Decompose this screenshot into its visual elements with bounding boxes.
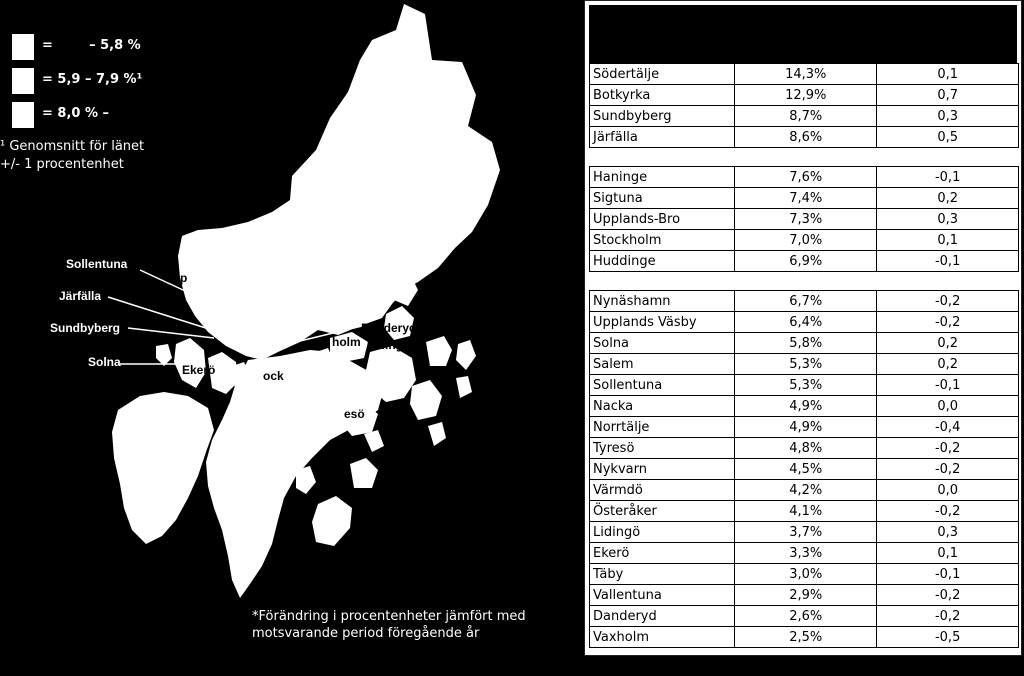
map-region-west xyxy=(112,392,214,544)
municipality-name-cell: Lidingö xyxy=(590,522,735,543)
municipality-name-cell: Salem xyxy=(590,354,735,375)
table-row xyxy=(590,585,1019,606)
rate-cell: 4,9% xyxy=(735,396,877,417)
table-row xyxy=(590,188,1019,209)
rate-cell: 6,4% xyxy=(735,312,877,333)
group-separator xyxy=(590,148,1019,167)
rate-cell: 4,2% xyxy=(735,480,877,501)
rate-cell: 6,9% xyxy=(735,251,877,272)
table-row xyxy=(590,438,1019,459)
table-row xyxy=(590,522,1019,543)
municipality-name-cell: Österåker xyxy=(590,501,735,522)
rate-cell: 14,3% xyxy=(735,64,877,85)
change-cell: 0,3 xyxy=(877,209,1019,230)
map-island xyxy=(456,376,472,398)
municipality-name-cell: Vaxholm xyxy=(590,627,735,648)
table-row xyxy=(590,230,1019,251)
rate-cell: 12,9% xyxy=(735,85,877,106)
map-island xyxy=(426,336,452,366)
table-row xyxy=(590,333,1019,354)
legend-label: = 8,0 % – xyxy=(42,106,110,121)
map-label-vaxholm-partial: holm xyxy=(332,335,361,349)
change-cell: -0,2 xyxy=(877,291,1019,312)
map-label-stockholm-partial: ock xyxy=(263,369,284,383)
change-cell: -0,2 xyxy=(877,501,1019,522)
change-cell: -0,1 xyxy=(877,251,1019,272)
map-island xyxy=(410,380,442,420)
legend-label: = 5,9 – 7,9 %¹ xyxy=(42,72,143,87)
change-cell: 0,3 xyxy=(877,522,1019,543)
map-island xyxy=(350,458,378,488)
change-cell: 0,3 xyxy=(877,106,1019,127)
municipality-name-cell: Norrtälje xyxy=(590,417,735,438)
rate-cell: 7,0% xyxy=(735,230,877,251)
map-label-upplands-partial: Upp xyxy=(164,271,188,285)
table-row xyxy=(590,606,1019,627)
table-row xyxy=(590,543,1019,564)
table-row xyxy=(590,480,1019,501)
change-cell: -0,2 xyxy=(877,312,1019,333)
table-row xyxy=(590,64,1019,85)
table-row xyxy=(590,396,1019,417)
legend-swatch xyxy=(12,102,34,128)
municipality-name-cell: Nacka xyxy=(590,396,735,417)
rate-cell: 2,6% xyxy=(735,606,877,627)
municipality-name-cell: Stockholm xyxy=(590,230,735,251)
rate-cell: 2,5% xyxy=(735,627,877,648)
change-cell: 0,2 xyxy=(877,188,1019,209)
rate-cell: 8,7% xyxy=(735,106,877,127)
rate-cell: 6,7% xyxy=(735,291,877,312)
change-cell: -0,2 xyxy=(877,606,1019,627)
map-label-tyreso-partial: esö xyxy=(344,407,365,421)
municipality-name-cell: Nykvarn xyxy=(590,459,735,480)
legend-label: = – 5,8 % xyxy=(42,38,141,53)
rate-cell: 3,7% xyxy=(735,522,877,543)
table-row xyxy=(590,501,1019,522)
map-label-sollentuna: Sollentuna xyxy=(66,257,128,271)
municipality-name-cell: Södertälje xyxy=(590,64,735,85)
rate-cell: 3,3% xyxy=(735,543,877,564)
rate-cell: 4,5% xyxy=(735,459,877,480)
municipality-name-cell: Vallentuna xyxy=(590,585,735,606)
municipality-name-cell: Upplands Väsby xyxy=(590,312,735,333)
change-cell: 0,2 xyxy=(877,354,1019,375)
map-region-north xyxy=(178,4,500,360)
change-cell: -0,1 xyxy=(877,564,1019,585)
rate-cell: 3,0% xyxy=(735,564,877,585)
map-island xyxy=(312,496,352,546)
footnote-line1: *Förändring i procentenheter jämfört med xyxy=(252,609,526,624)
table-row xyxy=(590,106,1019,127)
map-label-jarfalla: Järfälla xyxy=(59,289,102,303)
map-island xyxy=(156,344,172,366)
change-cell: -0,1 xyxy=(877,167,1019,188)
change-cell: 0,1 xyxy=(877,543,1019,564)
municipality-name-cell: Järfälla xyxy=(590,127,735,148)
legend-note xyxy=(0,138,144,174)
municipality-name-cell: Sollentuna xyxy=(590,375,735,396)
change-cell: -0,2 xyxy=(877,459,1019,480)
rate-cell: 5,8% xyxy=(735,333,877,354)
change-cell: -0,5 xyxy=(877,627,1019,648)
table-row xyxy=(590,417,1019,438)
municipality-name-cell: Nynäshamn xyxy=(590,291,735,312)
rate-cell: 4,1% xyxy=(735,501,877,522)
rate-cell: 2,9% xyxy=(735,585,877,606)
map-label-lidingo: Lidingö xyxy=(367,338,411,352)
municipality-name-cell: Täby xyxy=(590,564,735,585)
rate-cell: 4,9% xyxy=(735,417,877,438)
map-island xyxy=(456,340,476,370)
change-cell: -0,4 xyxy=(877,417,1019,438)
municipality-name-cell: Huddinge xyxy=(590,251,735,272)
rate-cell: 8,6% xyxy=(735,127,877,148)
municipality-name-cell: Värmdö xyxy=(590,480,735,501)
municipality-name-cell: Ekerö xyxy=(590,543,735,564)
change-cell: -0,2 xyxy=(877,438,1019,459)
map-label-danderyd: Danderyd xyxy=(361,321,417,335)
change-cell: 0,1 xyxy=(877,64,1019,85)
municipality-name-cell: Sundbyberg xyxy=(590,106,735,127)
municipality-name-cell: Botkyrka xyxy=(590,85,735,106)
legend-note-line1: ¹ Genomsnitt för länet xyxy=(0,139,145,154)
table-row xyxy=(590,85,1019,106)
footnote-line2: motsvarande period föregående år xyxy=(252,626,480,641)
rate-cell: 5,3% xyxy=(735,375,877,396)
table-row xyxy=(590,291,1019,312)
table-row xyxy=(590,167,1019,188)
legend-swatch xyxy=(12,34,34,60)
rate-cell: 7,4% xyxy=(735,188,877,209)
rate-cell: 5,3% xyxy=(735,354,877,375)
rate-cell: 7,3% xyxy=(735,209,877,230)
municipality-name-cell: Sigtuna xyxy=(590,188,735,209)
footnote xyxy=(252,608,526,642)
table-row xyxy=(590,459,1019,480)
map-label-solna: Solna xyxy=(88,355,121,369)
municipality-name-cell: Upplands-Bro xyxy=(590,209,735,230)
change-cell: -0,1 xyxy=(877,375,1019,396)
change-cell: 0,1 xyxy=(877,230,1019,251)
table-row xyxy=(590,312,1019,333)
table-row xyxy=(590,354,1019,375)
legend-note-line2: +/- 1 procentenhet xyxy=(0,157,124,172)
table-row xyxy=(590,209,1019,230)
map-island xyxy=(428,422,446,446)
municipality-name-cell: Solna xyxy=(590,333,735,354)
change-cell: 0,7 xyxy=(877,85,1019,106)
legend-swatch xyxy=(12,68,34,94)
group-separator xyxy=(590,272,1019,291)
municipality-name-cell: Danderyd xyxy=(590,606,735,627)
map-island xyxy=(364,430,384,452)
rate-cell: 7,6% xyxy=(735,167,877,188)
rate-cell: 4,8% xyxy=(735,438,877,459)
change-cell: -0,2 xyxy=(877,585,1019,606)
map-label-ekero-partial: Ekerö xyxy=(182,363,216,377)
table-row xyxy=(590,564,1019,585)
change-cell: 0,0 xyxy=(877,396,1019,417)
table-row xyxy=(590,627,1019,648)
municipality-table-panel xyxy=(584,0,1022,656)
municipality-name-cell: Tyresö xyxy=(590,438,735,459)
change-cell: 0,2 xyxy=(877,333,1019,354)
map-island xyxy=(296,466,316,494)
change-cell: 0,5 xyxy=(877,127,1019,148)
table-header-block xyxy=(589,5,1017,63)
change-cell: 0,0 xyxy=(877,480,1019,501)
table-row xyxy=(590,127,1019,148)
table-row xyxy=(590,251,1019,272)
municipality-table xyxy=(589,63,1019,648)
table-row xyxy=(590,375,1019,396)
municipality-name-cell: Haninge xyxy=(590,167,735,188)
map-label-sundbyberg: Sundbyberg xyxy=(50,321,121,335)
